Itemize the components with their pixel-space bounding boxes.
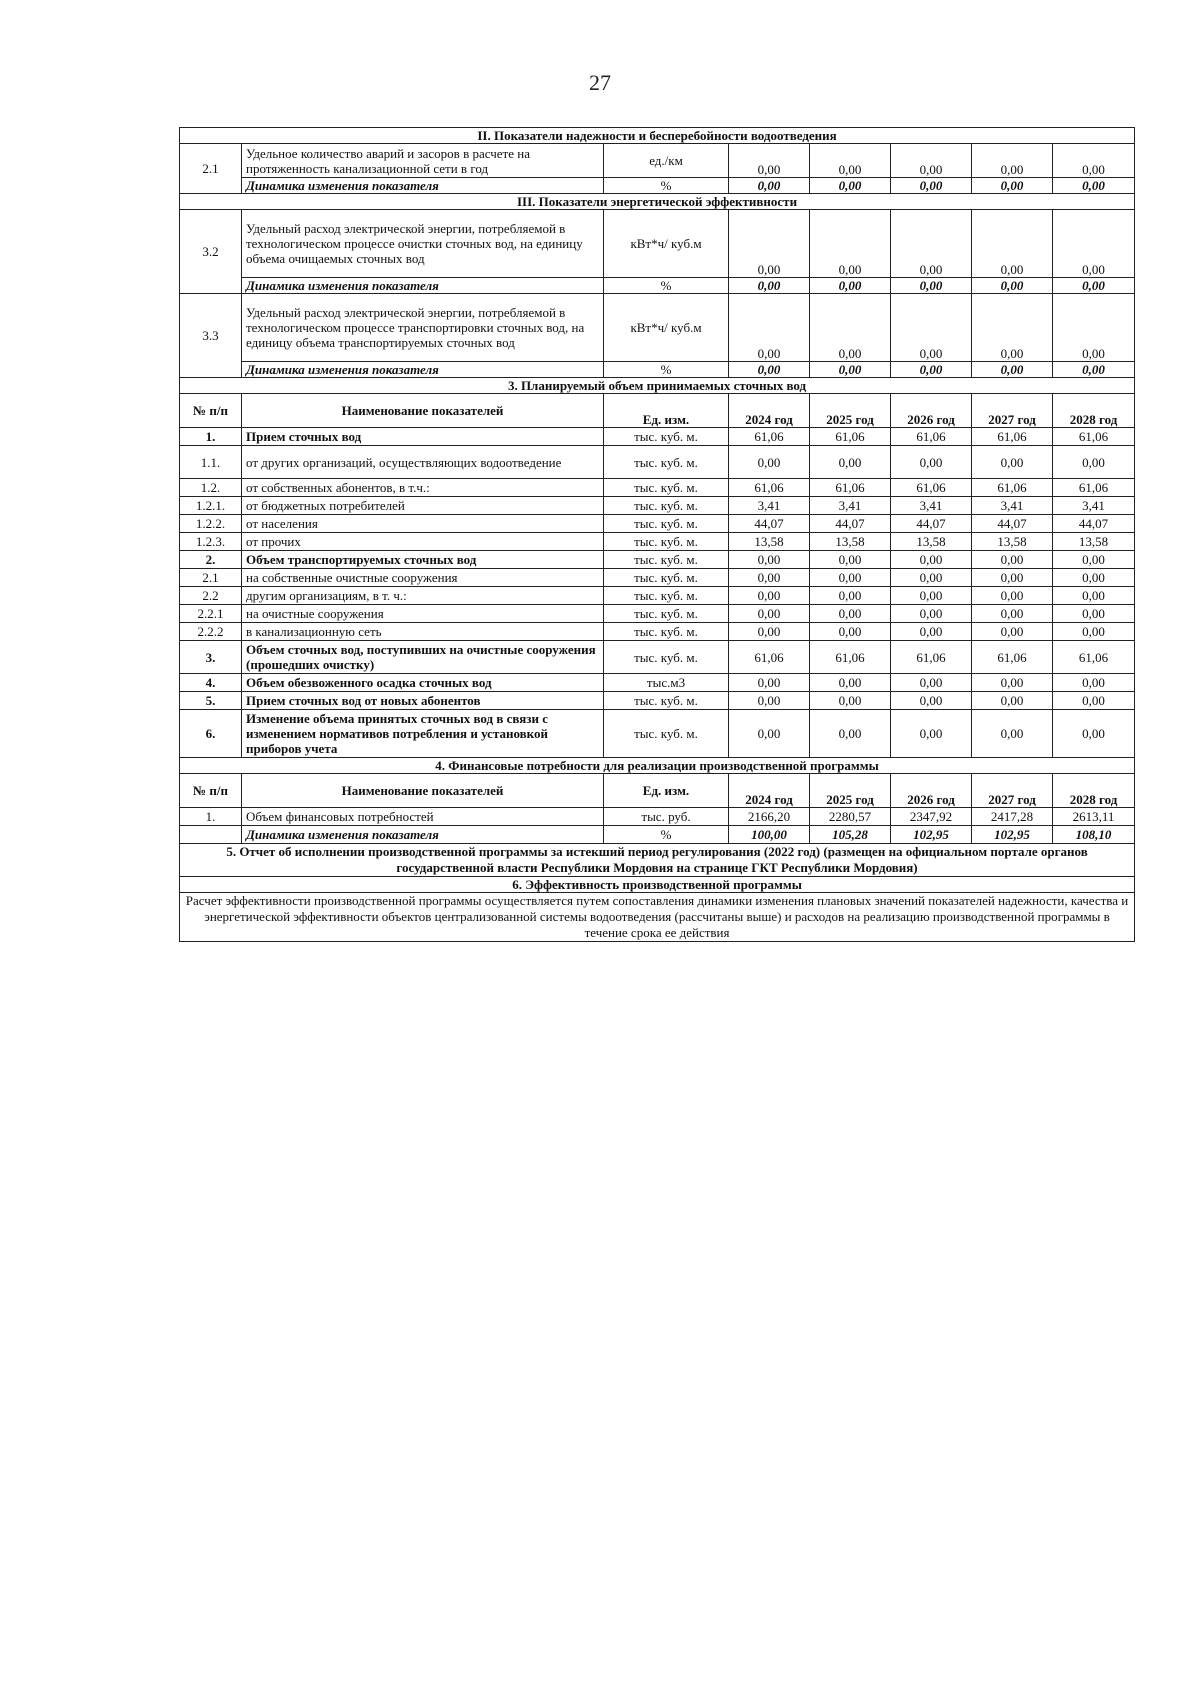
value-2027: 61,06 — [972, 641, 1053, 674]
row-unit: % — [604, 826, 729, 844]
row-name: от прочих — [242, 533, 604, 551]
value-2027: 102,95 — [972, 826, 1053, 844]
table-row — [180, 533, 1135, 551]
value-2026: 0,00 — [891, 569, 972, 587]
row-unit: тыс. куб. м. — [604, 710, 729, 758]
value-2027: 0,00 — [972, 587, 1053, 605]
value-2027: 0,00 — [972, 710, 1053, 758]
dynamics-2024: 0,00 — [729, 362, 810, 378]
section-finance-title: 4. Финансовые потребности для реализации производственной программы — [180, 758, 1135, 774]
value-2027: 0,00 — [972, 605, 1053, 623]
row-name: Объем сточных вод, поступивших на очистные сооружения (прошедших очистку) — [242, 641, 604, 674]
value-2025: 0,00 — [810, 144, 891, 178]
value-2025: 61,06 — [810, 641, 891, 674]
section-energy-title: III. Показатели энергетической эффективности — [180, 194, 1135, 210]
value-2025: 0,00 — [810, 623, 891, 641]
indicator-name: Удельный расход электрической энергии, потребляемой в технологическом процессе очистки сточных вод, на единицу объема очищаемых сточных вод — [242, 210, 604, 278]
value-2026: 0,00 — [891, 144, 972, 178]
dynamics-2024: 0,00 — [729, 278, 810, 294]
value-2027: 0,00 — [972, 446, 1053, 479]
header-2025: 2025 год — [810, 774, 891, 808]
header-unit: Ед. изм. — [604, 394, 729, 428]
value-2024: 0,00 — [729, 692, 810, 710]
value-2025: 0,00 — [810, 551, 891, 569]
table-row — [180, 623, 1135, 641]
value-2024: 0,00 — [729, 294, 810, 362]
table-row — [180, 479, 1135, 497]
value-2024: 61,06 — [729, 479, 810, 497]
row-number: 1. — [180, 428, 242, 446]
value-2027: 0,00 — [972, 569, 1053, 587]
value-2027: 61,06 — [972, 479, 1053, 497]
row-number: 2. — [180, 551, 242, 569]
dynamics-2025: 0,00 — [810, 362, 891, 378]
value-2027: 44,07 — [972, 515, 1053, 533]
value-2028: 0,00 — [1053, 605, 1135, 623]
row-number: 2.1 — [180, 569, 242, 587]
table-row — [180, 692, 1135, 710]
page-number: 27 — [589, 70, 611, 95]
header-name: Наименование показателей — [242, 394, 604, 428]
value-2025: 44,07 — [810, 515, 891, 533]
row-name: на очистные сооружения — [242, 605, 604, 623]
row-unit: тыс. куб. м. — [604, 446, 729, 479]
row-name: Объем обезвоженного осадка сточных вод — [242, 674, 604, 692]
value-2025: 0,00 — [810, 692, 891, 710]
value-2028: 13,58 — [1053, 533, 1135, 551]
table-row — [180, 551, 1135, 569]
value-2024: 44,07 — [729, 515, 810, 533]
value-2026: 2347,92 — [891, 808, 972, 826]
value-2028: 3,41 — [1053, 497, 1135, 515]
row-number: 4. — [180, 674, 242, 692]
value-2027: 0,00 — [972, 294, 1053, 362]
dynamics-label: Динамика изменения показателя — [242, 178, 604, 194]
dynamics-2027: 0,00 — [972, 278, 1053, 294]
row-unit: тыс. куб. м. — [604, 587, 729, 605]
indicator-name: Удельное количество аварий и засоров в расчете на протяженность канализационной сети в год — [242, 144, 604, 178]
value-2024: 0,00 — [729, 623, 810, 641]
row-number: 1.2.1. — [180, 497, 242, 515]
row-number: 1. — [180, 808, 242, 826]
value-2025: 0,00 — [810, 569, 891, 587]
indicator-unit: кВт*ч/ куб.м — [604, 210, 729, 278]
row-name: от бюджетных потребителей — [242, 497, 604, 515]
row-name: Прием сточных вод от новых абонентов — [242, 692, 604, 710]
dynamics-unit: % — [604, 362, 729, 378]
value-2026: 3,41 — [891, 497, 972, 515]
value-2024: 61,06 — [729, 428, 810, 446]
value-2026: 0,00 — [891, 551, 972, 569]
table-row — [180, 497, 1135, 515]
row-number: 1.2.2. — [180, 515, 242, 533]
value-2024: 0,00 — [729, 569, 810, 587]
value-2028: 0,00 — [1053, 587, 1135, 605]
plan-header-row — [180, 394, 1135, 428]
dynamics-2028: 0,00 — [1053, 362, 1135, 378]
row-name: другим организациям, в т. ч.: — [242, 587, 604, 605]
row-number: 1.2.3. — [180, 533, 242, 551]
value-2025: 0,00 — [810, 446, 891, 479]
header-2028: 2028 год — [1053, 774, 1135, 808]
value-2027: 0,00 — [972, 551, 1053, 569]
value-2025: 105,28 — [810, 826, 891, 844]
value-2024: 0,00 — [729, 587, 810, 605]
value-2027: 2417,28 — [972, 808, 1053, 826]
value-2026: 0,00 — [891, 710, 972, 758]
row-unit: тыс. куб. м. — [604, 623, 729, 641]
value-2028: 0,00 — [1053, 446, 1135, 479]
row-number: 2.2 — [180, 587, 242, 605]
table-row — [180, 710, 1135, 758]
value-2026: 13,58 — [891, 533, 972, 551]
value-2024: 0,00 — [729, 144, 810, 178]
row-number: 5. — [180, 692, 242, 710]
finance-rows — [180, 808, 1135, 844]
value-2027: 3,41 — [972, 497, 1053, 515]
value-2027: 0,00 — [972, 210, 1053, 278]
value-2028: 61,06 — [1053, 641, 1135, 674]
value-2027: 0,00 — [972, 144, 1053, 178]
value-2024: 13,58 — [729, 533, 810, 551]
row-name: Прием сточных вод — [242, 428, 604, 446]
row-unit: тыс. куб. м. — [604, 479, 729, 497]
plan-rows — [180, 428, 1135, 758]
value-2028: 0,00 — [1053, 674, 1135, 692]
row-name: от собственных абонентов, в т.ч.: — [242, 479, 604, 497]
value-2028: 0,00 — [1053, 144, 1135, 178]
value-2025: 0,00 — [810, 605, 891, 623]
value-2025: 61,06 — [810, 428, 891, 446]
row-number: 3.3 — [180, 294, 242, 378]
indicator-unit: кВт*ч/ куб.м — [604, 294, 729, 362]
value-2026: 61,06 — [891, 641, 972, 674]
value-2028: 0,00 — [1053, 294, 1135, 362]
value-2024: 61,06 — [729, 641, 810, 674]
table-row — [180, 641, 1135, 674]
row-name: Динамика изменения показателя — [242, 826, 604, 844]
value-2024: 3,41 — [729, 497, 810, 515]
row-unit: тыс. куб. м. — [604, 533, 729, 551]
row-name: в канализационную сеть — [242, 623, 604, 641]
dynamics-row — [180, 278, 1135, 294]
dynamics-unit: % — [604, 178, 729, 194]
row-unit: тыс. куб. м. — [604, 497, 729, 515]
table-row — [180, 587, 1135, 605]
header-2024: 2024 год — [729, 774, 810, 808]
value-2028: 0,00 — [1053, 692, 1135, 710]
value-2025: 0,00 — [810, 710, 891, 758]
value-2026: 102,95 — [891, 826, 972, 844]
table-row — [180, 808, 1135, 826]
value-2028: 61,06 — [1053, 428, 1135, 446]
value-2027: 0,00 — [972, 692, 1053, 710]
value-2028: 44,07 — [1053, 515, 1135, 533]
table-row — [180, 446, 1135, 479]
value-2024: 0,00 — [729, 210, 810, 278]
efficiency-text: Расчет эффективности производственной программы осуществляется путем сопоставления динамики изменения плановых значений показателей надежности, качества и энергетической эффективности объектов централизованной системы водоотведения (рассчитаны выше) и расходов на реализацию производственной программы в течение срока ее действия — [180, 893, 1135, 942]
value-2025: 0,00 — [810, 674, 891, 692]
dynamics-2026: 0,00 — [891, 278, 972, 294]
value-2025: 0,00 — [810, 587, 891, 605]
row-name: на собственные очистные сооружения — [242, 569, 604, 587]
header-2026: 2026 год — [891, 394, 972, 428]
row-unit: тыс. куб. м. — [604, 515, 729, 533]
value-2028: 0,00 — [1053, 623, 1135, 641]
value-2024: 0,00 — [729, 551, 810, 569]
indicator-row — [180, 144, 1135, 178]
table-row — [180, 515, 1135, 533]
value-2024: 100,00 — [729, 826, 810, 844]
value-2025: 61,06 — [810, 479, 891, 497]
value-2024: 2166,20 — [729, 808, 810, 826]
header-name: Наименование показателей — [242, 774, 604, 808]
dynamics-row — [180, 178, 1135, 194]
row-number: 6. — [180, 710, 242, 758]
value-2026: 0,00 — [891, 605, 972, 623]
row-number: 3.2 — [180, 210, 242, 294]
row-unit: тыс. руб. — [604, 808, 729, 826]
value-2026: 0,00 — [891, 446, 972, 479]
dynamics-2027: 0,00 — [972, 362, 1053, 378]
value-2026: 0,00 — [891, 587, 972, 605]
row-name: Объем финансовых потребностей — [242, 808, 604, 826]
value-2028: 2613,11 — [1053, 808, 1135, 826]
dynamics-2025: 0,00 — [810, 178, 891, 194]
table-row — [180, 428, 1135, 446]
report-note: 5. Отчет об исполнении производственной программы за истекший период регулирования (2022 год) (размещен на официальном портале органов государственной власти Республики Мордовия на странице ГКТ Республики Мордовия) — [180, 844, 1135, 877]
row-unit: тыс. куб. м. — [604, 605, 729, 623]
row-unit: тыс. куб. м. — [604, 641, 729, 674]
dynamics-2028: 0,00 — [1053, 178, 1135, 194]
section-efficiency-title: 6. Эффективность производственной программы — [180, 877, 1135, 893]
value-2025: 13,58 — [810, 533, 891, 551]
value-2026: 0,00 — [891, 210, 972, 278]
value-2028: 0,00 — [1053, 551, 1135, 569]
value-2026: 44,07 — [891, 515, 972, 533]
row-number — [180, 826, 242, 844]
indicator-row — [180, 294, 1135, 362]
value-2024: 0,00 — [729, 674, 810, 692]
value-2027: 61,06 — [972, 428, 1053, 446]
table-row — [180, 569, 1135, 587]
value-2026: 0,00 — [891, 674, 972, 692]
dynamics-2026: 0,00 — [891, 362, 972, 378]
value-2026: 0,00 — [891, 692, 972, 710]
value-2026: 0,00 — [891, 623, 972, 641]
row-number: 1.1. — [180, 446, 242, 479]
dynamics-2026: 0,00 — [891, 178, 972, 194]
row-name: от населения — [242, 515, 604, 533]
dynamics-label: Динамика изменения показателя — [242, 362, 604, 378]
value-2028: 108,10 — [1053, 826, 1135, 844]
row-number: 2.2.2 — [180, 623, 242, 641]
table-row — [180, 826, 1135, 844]
value-2027: 0,00 — [972, 674, 1053, 692]
section-reliability-title: II. Показатели надежности и бесперебойности водоотведения — [180, 128, 1135, 144]
value-2025: 3,41 — [810, 497, 891, 515]
dynamics-unit: % — [604, 278, 729, 294]
value-2028: 0,00 — [1053, 210, 1135, 278]
row-unit: тыс. куб. м. — [604, 569, 729, 587]
section-plan-title: 3. Планируемый объем принимаемых сточных вод — [180, 378, 1135, 394]
header-2028: 2028 год — [1053, 394, 1135, 428]
row-number: 1.2. — [180, 479, 242, 497]
value-2024: 0,00 — [729, 605, 810, 623]
header-num: № п/п — [180, 774, 242, 808]
row-name: Изменение объема принятых сточных вод в связи с изменением нормативов потребления и установкой приборов учета — [242, 710, 604, 758]
indicator-unit: ед./км — [604, 144, 729, 178]
value-2026: 0,00 — [891, 294, 972, 362]
value-2024: 0,00 — [729, 710, 810, 758]
row-unit: тыс. куб. м. — [604, 692, 729, 710]
dynamics-2027: 0,00 — [972, 178, 1053, 194]
header-2027: 2027 год — [972, 774, 1053, 808]
header-unit: Ед. изм. — [604, 774, 729, 808]
program-table — [179, 127, 1135, 942]
dynamics-2025: 0,00 — [810, 278, 891, 294]
value-2028: 61,06 — [1053, 479, 1135, 497]
row-name: от других организаций, осуществляющих водоотведение — [242, 446, 604, 479]
dynamics-2028: 0,00 — [1053, 278, 1135, 294]
finance-header-row — [180, 774, 1135, 808]
header-num: № п/п — [180, 394, 242, 428]
value-2025: 0,00 — [810, 210, 891, 278]
value-2028: 0,00 — [1053, 710, 1135, 758]
dynamics-row — [180, 362, 1135, 378]
value-2026: 61,06 — [891, 428, 972, 446]
row-unit: тыс. куб. м. — [604, 428, 729, 446]
indicator-name: Удельный расход электрической энергии, потребляемой в технологическом процессе транспортировки сточных вод, на единицу объема транспортируемых сточных вод — [242, 294, 604, 362]
table-row — [180, 605, 1135, 623]
row-number: 3. — [180, 641, 242, 674]
row-number: 2.1 — [180, 144, 242, 194]
value-2026: 61,06 — [891, 479, 972, 497]
value-2024: 0,00 — [729, 446, 810, 479]
indicator-row — [180, 210, 1135, 278]
row-name: Объем транспортируемых сточных вод — [242, 551, 604, 569]
header-2024: 2024 год — [729, 394, 810, 428]
value-2028: 0,00 — [1053, 569, 1135, 587]
header-2026: 2026 год — [891, 774, 972, 808]
dynamics-2024: 0,00 — [729, 178, 810, 194]
value-2027: 13,58 — [972, 533, 1053, 551]
value-2027: 0,00 — [972, 623, 1053, 641]
header-2025: 2025 год — [810, 394, 891, 428]
value-2025: 2280,57 — [810, 808, 891, 826]
row-number: 2.2.1 — [180, 605, 242, 623]
dynamics-label: Динамика изменения показателя — [242, 278, 604, 294]
value-2025: 0,00 — [810, 294, 891, 362]
table-row — [180, 674, 1135, 692]
header-2027: 2027 год — [972, 394, 1053, 428]
row-unit: тыс.м3 — [604, 674, 729, 692]
row-unit: тыс. куб. м. — [604, 551, 729, 569]
